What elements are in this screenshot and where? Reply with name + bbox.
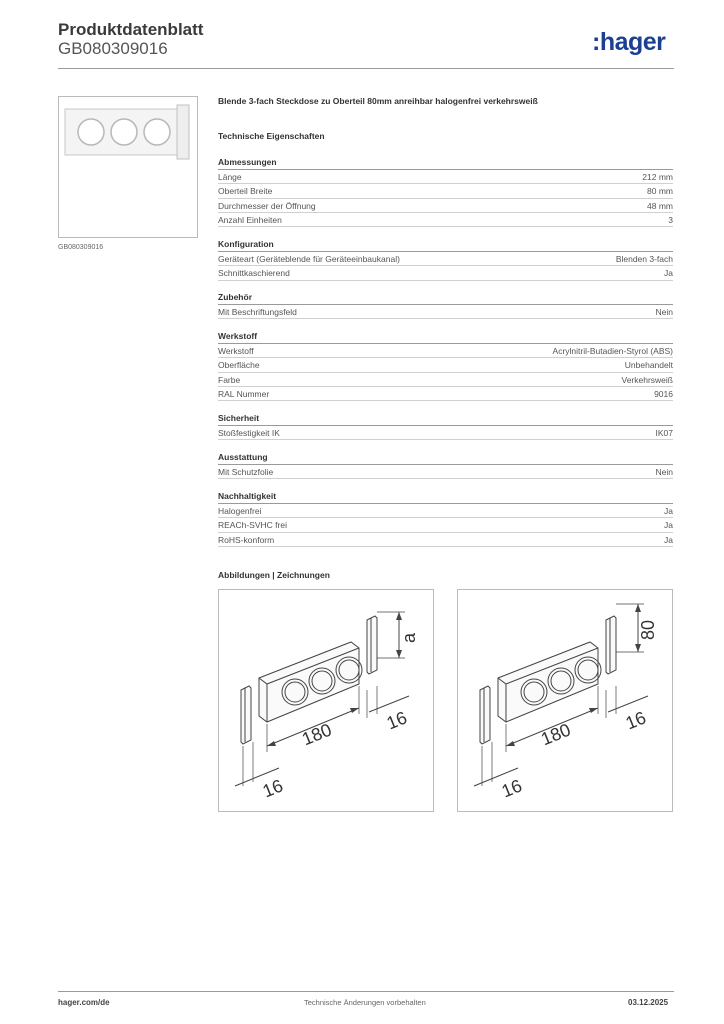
page-title: Produktdatenblatt <box>58 20 204 39</box>
property-value: Acrylnitril-Butadien-Styrol (ABS) <box>552 346 673 356</box>
property-row <box>218 184 673 198</box>
end-label: 16 <box>259 775 286 802</box>
group-title: Konfiguration <box>218 239 673 252</box>
footer-divider <box>58 991 674 992</box>
property-label: Anzahl Einheiten <box>218 214 282 225</box>
group-nachhaltigkeit <box>218 491 673 547</box>
property-value: 80 mm <box>647 186 673 197</box>
property-label: Stoßfestigkeit IK <box>218 428 280 438</box>
technical-drawing-1 <box>218 589 434 812</box>
group-zubehoer <box>218 292 673 319</box>
property-label: Geräteart (Geräteblende für Geräteeinbaukanal) <box>218 254 400 264</box>
property-label: RAL Nummer <box>218 388 270 399</box>
group-konfiguration <box>218 239 673 281</box>
property-label: Durchmesser der Öffnung <box>218 200 316 211</box>
property-value: Verkehrsweiß <box>621 374 673 385</box>
property-label: Werkstoff <box>218 346 254 356</box>
technical-drawing-2 <box>457 589 673 812</box>
group-title: Abmessungen <box>218 157 673 170</box>
depth-label: 16 <box>383 707 410 734</box>
property-value: Ja <box>664 534 673 545</box>
property-label: REACh-SVHC frei <box>218 520 287 531</box>
property-value: Blenden 3-fach <box>615 254 673 264</box>
property-value: Ja <box>664 506 673 516</box>
footer-date: 03.12.2025 <box>628 998 669 1007</box>
property-row <box>218 170 673 184</box>
hager-logo: :hager <box>592 28 666 56</box>
property-label: Oberteil Breite <box>218 186 273 197</box>
property-row <box>218 504 673 518</box>
group-werkstoff <box>218 331 673 401</box>
group-title: Zubehör <box>218 292 673 305</box>
property-label: Halogenfrei <box>218 506 262 516</box>
header-divider <box>58 68 674 69</box>
group-ausstattung <box>218 452 673 479</box>
property-value: Ja <box>664 520 673 531</box>
property-value: 3 <box>668 214 673 225</box>
group-title: Ausstattung <box>218 452 673 465</box>
property-value: Nein <box>655 467 673 477</box>
property-label: Schnittkaschierend <box>218 268 290 279</box>
property-label: Länge <box>218 172 242 182</box>
property-row <box>218 465 673 479</box>
property-row <box>218 533 673 547</box>
property-row <box>218 518 673 532</box>
section-title: Technische Eigenschaften <box>218 131 325 141</box>
property-row <box>218 373 673 387</box>
height-label: 80 <box>638 619 658 641</box>
property-row <box>218 266 673 280</box>
depth-label: 16 <box>622 707 649 734</box>
property-value: 9016 <box>654 388 673 399</box>
group-title: Nachhaltigkeit <box>218 491 673 504</box>
footer-website-link[interactable]: hager.com/de <box>58 998 110 1007</box>
group-abmessungen <box>218 157 673 227</box>
property-label: Oberfläche <box>218 360 260 371</box>
product-code: GB080309016 <box>58 39 168 58</box>
property-row <box>218 358 673 372</box>
property-value: Nein <box>655 307 673 317</box>
group-sicherheit <box>218 413 673 440</box>
property-label: Farbe <box>218 374 241 385</box>
drawings-title: Abbildungen | Zeichnungen <box>218 570 330 580</box>
length-label: 180 <box>538 719 574 750</box>
property-label: RoHS-konform <box>218 534 275 545</box>
property-value: 48 mm <box>647 200 673 211</box>
group-title: Sicherheit <box>218 413 673 426</box>
height-label: a <box>399 632 419 644</box>
property-label: Mit Beschriftungsfeld <box>218 307 297 317</box>
product-image <box>58 96 198 238</box>
property-row <box>218 344 673 358</box>
product-description: Blende 3-fach Steckdose zu Oberteil 80mm anreihbar halogenfrei verkehrsweiß <box>218 96 538 106</box>
property-value: 212 mm <box>642 172 673 182</box>
property-row <box>218 252 673 266</box>
length-label: 180 <box>299 719 335 750</box>
property-value: Unbehandelt <box>624 360 673 371</box>
property-value: IK07 <box>655 428 673 438</box>
property-row <box>218 305 673 319</box>
end-label: 16 <box>498 775 525 802</box>
property-row <box>218 426 673 440</box>
footer-disclaimer: Technische Änderungen vorbehalten <box>304 998 426 1007</box>
property-row <box>218 199 673 213</box>
group-title: Werkstoff <box>218 331 673 344</box>
property-value: Ja <box>664 268 673 279</box>
property-row <box>218 213 673 227</box>
property-row <box>218 387 673 401</box>
property-label: Mit Schutzfolie <box>218 467 274 477</box>
image-caption: GB080309016 <box>58 244 104 251</box>
